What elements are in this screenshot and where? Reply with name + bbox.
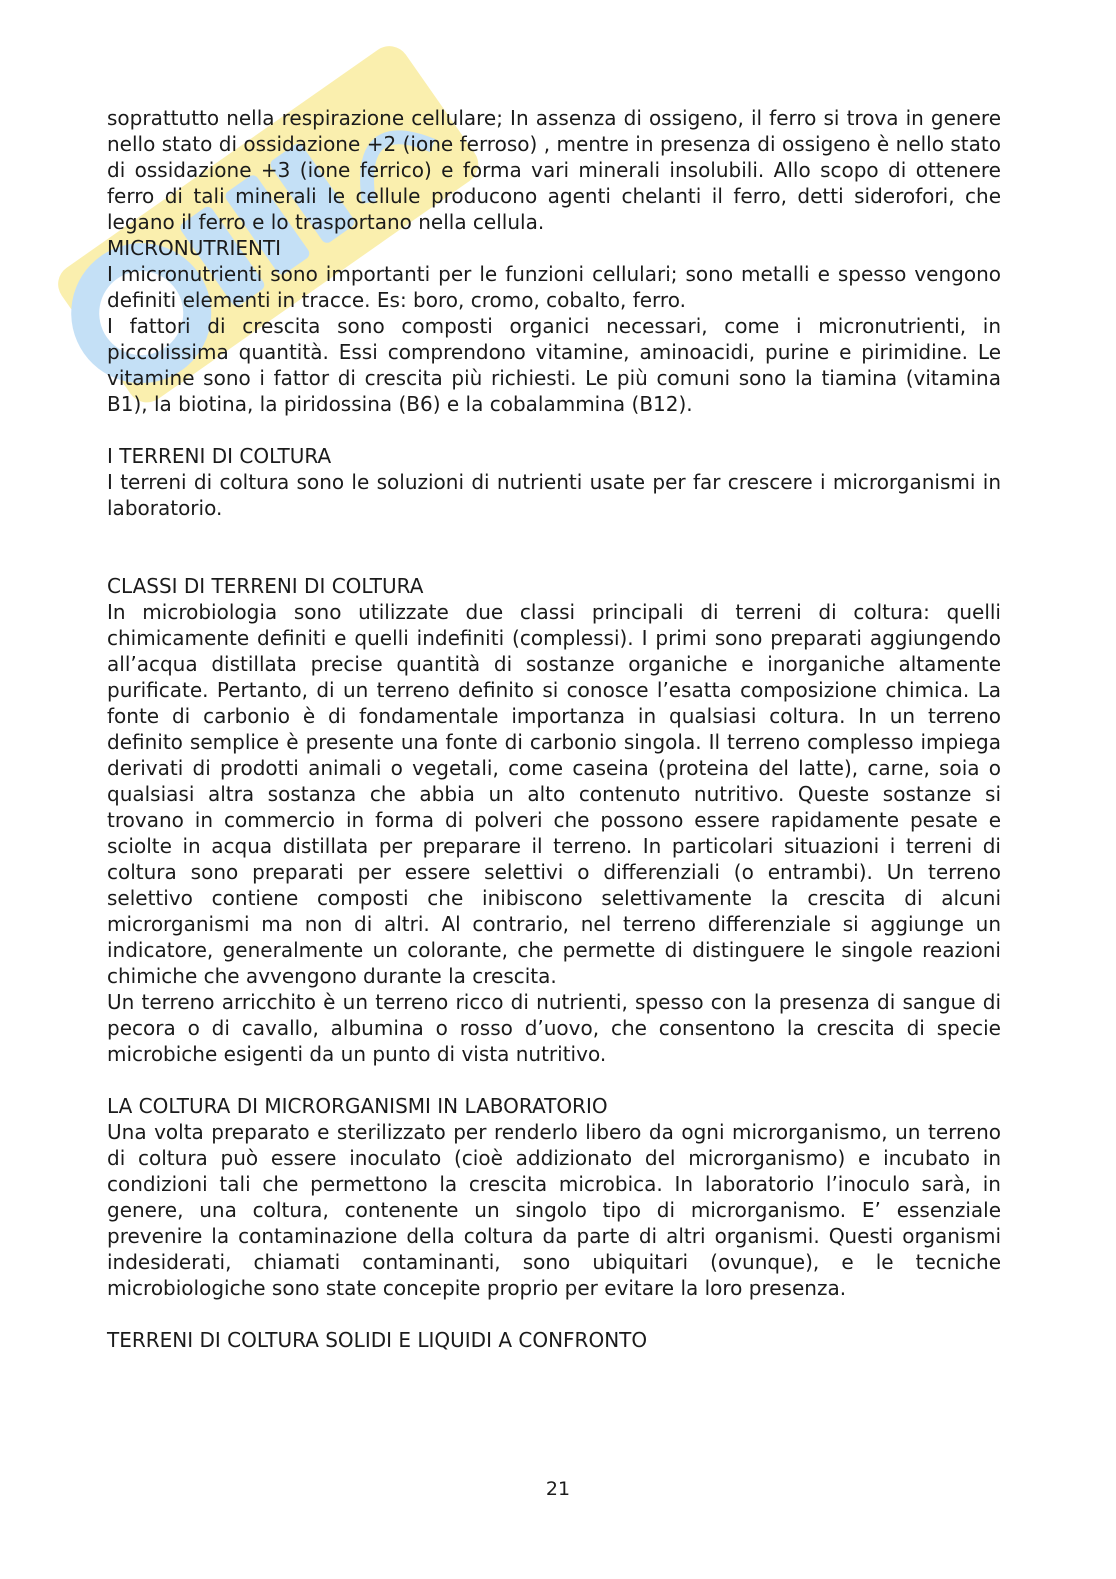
heading-solidi-liquidi: TERRENI DI COLTURA SOLIDI E LIQUIDI A CONFRONTO <box>107 1328 648 1352</box>
heading-micronutrienti: MICRONUTRIENTI <box>107 236 282 260</box>
spacer <box>107 521 1001 573</box>
heading-terreni-coltura: I TERRENI DI COLTURA <box>107 444 332 468</box>
paragraph-fattori-crescita: I fattori di crescita sono composti organici necessari, come i micronutrienti, in piccolissima quantità. Essi comprendono vitamine, aminoacidi, purine e pirimidine. Le vitamine sono i fattor di crescita più richiesti. Le più comuni sono la tiamina (vitamina B1), la biotina, la piridossina (B6) e la cobalammina (B12). <box>107 314 1001 416</box>
spacer <box>107 1067 1001 1093</box>
spacer <box>107 417 1001 443</box>
paragraph-ferro: soprattutto nella respirazione cellulare; In assenza di ossigeno, il ferro si trova in genere nello stato di ossidazione +2 (ione ferroso) , mentre in presenza di ossigeno è nello stato di ossidazione +3 (ione ferrico) e forma vari minerali insolubili. Allo scopo di ottenere ferro di tali minerali le cellule producono agenti chelanti il ferro, detti siderofori, che legano il ferro e lo trasportano nella cellula. <box>107 106 1001 234</box>
paragraph-coltura-laboratorio: Una volta preparato e sterilizzato per renderlo libero da ogni microrganismo, un terreno di coltura può essere inoculato (cioè addizionato del microrganismo) e incubato in condizioni tali che permettono la crescita microbica. In laboratorio l’inoculo sarà, in genere, una coltura, contenente un singolo tipo di microrganismo. E’ essenziale prevenire la contaminazione della coltura da parte di altri organismi. Questi organismi indesiderati, chiamati contaminanti, sono ubiquitari (ovunque), e le tecniche microbiologiche sono state concepite proprio per evitare la loro presenza. <box>107 1120 1001 1300</box>
paragraph-terreno-arricchito: Un terreno arricchito è un terreno ricco di nutrienti, spesso con la presenza di sangue di pecora o di cavallo, albumina o rosso d’uovo, che consentono la crescita di specie microbiche esigenti da un punto di vista nutritivo. <box>107 990 1001 1066</box>
paragraph-terreni-coltura: I terreni di coltura sono le soluzioni di nutrienti usate per far crescere i microrganismi in laboratorio. <box>107 470 1001 520</box>
heading-coltura-laboratorio: LA COLTURA DI MICRORGANISMI IN LABORATORIO <box>107 1094 608 1118</box>
paragraph-micronutrienti: I micronutrienti sono importanti per le funzioni cellulari; sono metalli e spesso vengono definiti elementi in tracce. Es: boro, cromo, cobalto, ferro. <box>107 262 1001 312</box>
page-number: 21 <box>545 1478 571 1500</box>
document-body <box>107 105 1001 1353</box>
heading-classi-terreni: CLASSI DI TERRENI DI COLTURA <box>107 574 424 598</box>
spacer <box>107 1301 1001 1327</box>
paragraph-classi-terreni: In microbiologia sono utilizzate due classi principali di terreni di coltura: quelli chimicamente definiti e quelli indefiniti (complessi). I primi sono preparati aggiungendo all’acqua distillata precise quantità di sostanze organiche e inorganiche altamente purificate. Pertanto, di un terreno definito si conosce l’esatta composizione chimica. La fonte di carbonio è di fondamentale importanza in qualsiasi coltura. In un terreno definito semplice è presente una fonte di carbonio singola. Il terreno complesso impiega derivati di prodotti animali o vegetali, come caseina (proteina del latte), carne, soia o qualsiasi altra sostanza che abbia un alto contenuto nutritivo. Queste sostanze si trovano in commercio in forma di polveri che possono essere rapidamente pesate e sciolte in acqua distillata per preparare il terreno. In particolari situazioni i terreni di coltura sono preparati per essere selettivi o differenziali (o entrambi). Un terreno selettivo contiene composti che inibiscono selettivamente la crescita di alcuni microrganismi ma non di altri. Al contrario, nel terreno differenziale si aggiunge un indicatore, generalmente un colorante, che permette di distinguere le singole reazioni chimiche che avvengono durante la crescita. <box>107 600 1001 988</box>
